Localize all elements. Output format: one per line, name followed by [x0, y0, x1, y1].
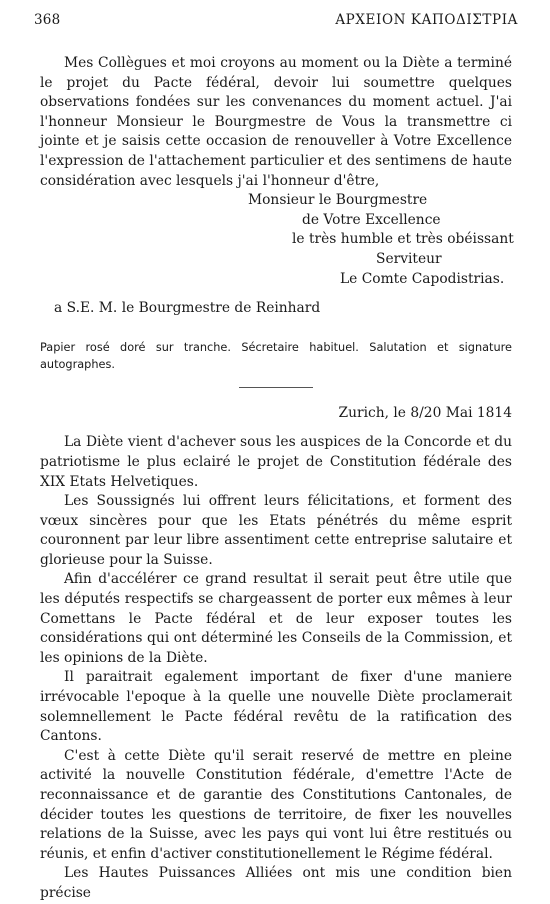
closing-line: Monsieur le Bourgmestre [248, 192, 428, 209]
closing-line: Serviteur [376, 250, 442, 267]
addressee: a S.E. M. le Bourgmestre de Reinhard [54, 300, 321, 317]
closing-line: le très humble et très obéissant [292, 231, 514, 248]
page-header [34, 12, 518, 32]
dateline: Zurich, le 8/20 Mai 1814 [338, 404, 512, 421]
letter1-closing [40, 191, 512, 289]
page-number: 368 [34, 12, 61, 28]
letter2-paragraph: Il paraitrait egalement important de fixer d'une maniere irrévocable l'epoque à la quelle une nouvelle Diète proclamerait solemnellement le Pacte fédéral revêtu de la ratification des Cantons. [40, 669, 512, 745]
page-content [40, 54, 512, 904]
letter2-paragraph: C'est à cette Diète qu'il serait reservé de mettre en pleine activité la nouvelle Constitution fédérale, d'emettre l'Acte de reconnaissance et de garantie des Constitutions Cantonales, de décider toutes les questions de territoire, de fixer les nouvelles relations de la Suisse, avec les pays qui vont lui être restitués ou réunis, et enfin d'activer constitutionellement le Régime fédéral. [40, 747, 512, 862]
archival-note: Papier rosé doré sur tranche. Sécretaire habituel. Salutation et signature autographes. [40, 340, 512, 371]
letter2-paragraph: Les Soussignés lui offrent leurs félicitations, et forment des vœux sincères pour que les Etats pénétrés du même esprit couronnent par leur libre assentiment cette entreprise salutaire et glorieuse pour la Suisse. [40, 493, 512, 568]
closing-line: de Votre Excellence [302, 211, 441, 228]
letter2-paragraph: La Diète vient d'achever sous les auspices de la Concorde et du patriotisme le plus eclairé le projet de Constitution fédérale des XIX Etats Helvetiques. [40, 434, 512, 490]
letter2-paragraph: Les Hautes Puissances Alliées ont mis une condition bien précise [40, 865, 512, 901]
signature-line: Le Comte Capodistrias. [340, 270, 505, 287]
letter1-body: Mes Collègues et moi croyons au moment ou la Diète a terminé le projet du Pacte fédéral, devoir lui soumettre quelques observations fondées sur les convenances du moment actuel. J'ai l'honneur Monsieur le Bourgmestre de Vous la transmettre ci jointe et je saisis cette occasion de renouveller à Votre Excellence l'expression de l'attachement particulier et des sentimens de haute considération avec lesquels j'ai l'honneur d'être, [40, 55, 512, 189]
running-title: ΑΡΧΕΙΟΝ ΚΑΠΟΔΙΣΤΡΙΑ [335, 12, 518, 28]
letter2-paragraph: Afin d'accélérer ce grand resultat il serait peut être utile que les députés respectifs se chargeassent de porter eux mêmes à leur Comettans le Pacte fédéral et de leur exposer toutes les considérations qui ont déterminé les Conseils de la Commission, et les opinions de la Diète. [40, 571, 512, 666]
section-divider [239, 387, 313, 388]
